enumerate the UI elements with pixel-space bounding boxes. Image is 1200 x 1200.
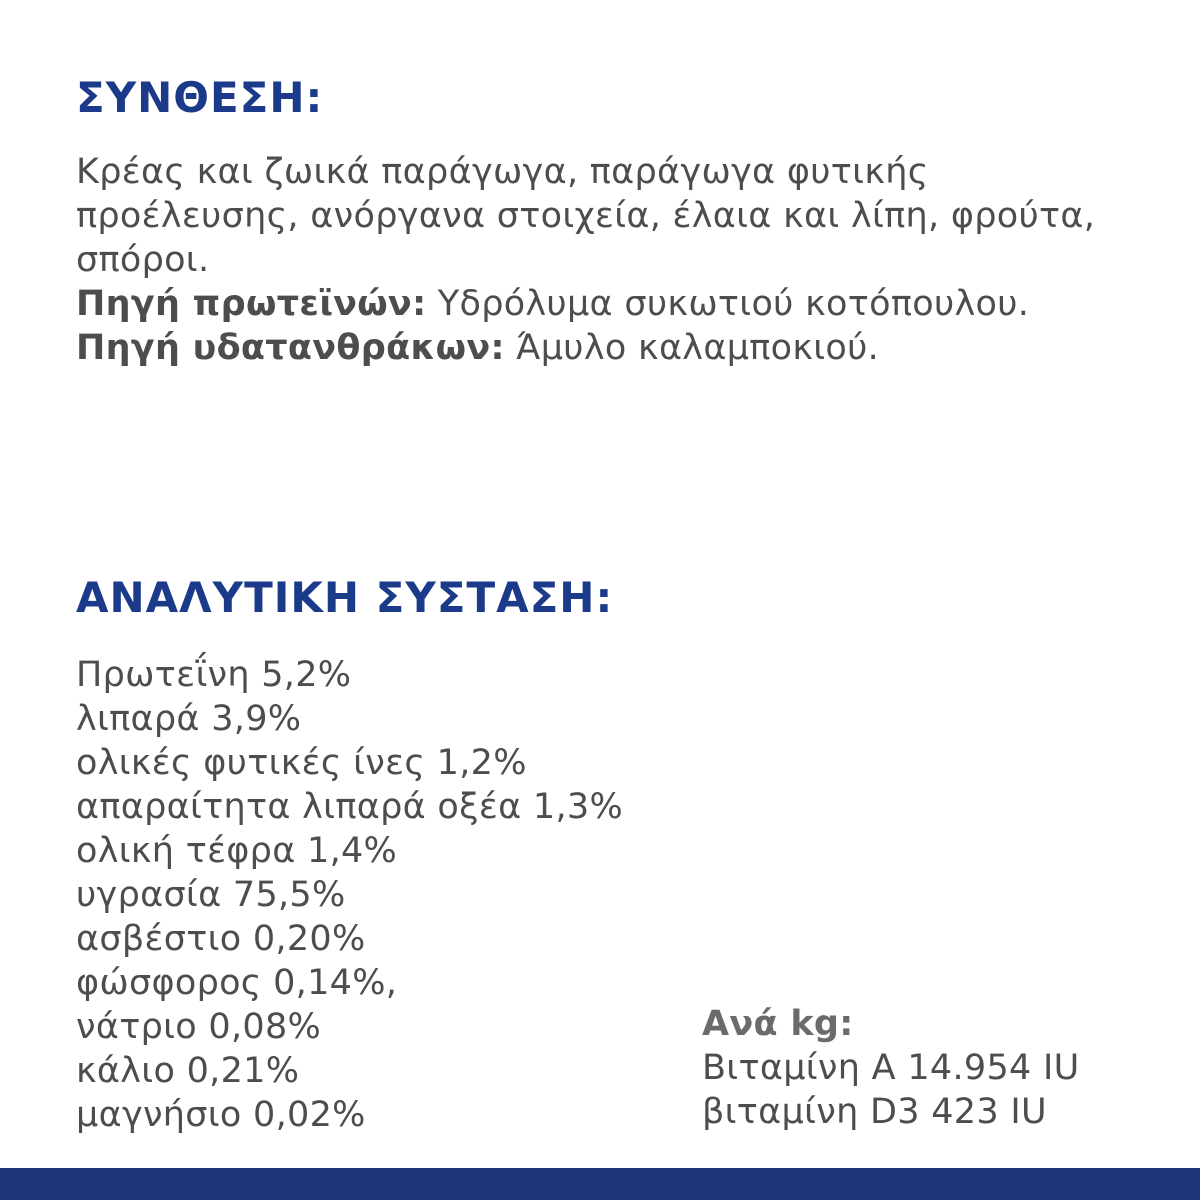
analysis-item: Πρωτεΐνη 5,2%: [76, 655, 352, 695]
analysis-heading: ΑΝΑΛΥΤΙΚΗ ΣΥΣΤΑΣΗ:: [76, 573, 614, 622]
analysis-item: υγρασία 75,5%: [76, 875, 346, 915]
carb-source-value: Άμυλο καλαμποκιού.: [504, 328, 880, 368]
analysis-item: λιπαρά 3,9%: [76, 699, 302, 739]
analysis-item: φώσφορος 0,14%,: [76, 963, 398, 1003]
per-kg-block: [702, 1002, 1080, 1134]
vitamin-item: Βιταμίνη A 14.954 IU: [702, 1048, 1080, 1088]
analysis-item: ολική τέφρα 1,4%: [76, 831, 398, 871]
bottom-bar: [0, 1168, 1200, 1200]
analysis-item: απαραίτητα λιπαρά οξέα 1,3%: [76, 787, 624, 827]
composition-line: σπόροι.: [76, 240, 210, 280]
analysis-item: κάλιο 0,21%: [76, 1051, 300, 1091]
analysis-item: ολικές φυτικές ίνες 1,2%: [76, 743, 527, 783]
carb-source-line: [76, 326, 1156, 370]
protein-source-value: Υδρόλυμα συκωτιού κοτόπουλου.: [426, 284, 1030, 324]
protein-source-label: Πηγή πρωτεϊνών:: [76, 284, 427, 324]
carb-source-label: Πηγή υδατανθράκων:: [76, 328, 505, 368]
vitamin-item: βιταμίνη D3 423 IU: [702, 1092, 1047, 1132]
composition-line: προέλευσης, ανόργανα στοιχεία, έλαια και λίπη, φρούτα,: [76, 196, 1096, 236]
analysis-item: νάτριο 0,08%: [76, 1007, 322, 1047]
composition-line: Κρέας και ζωικά παράγωγα, παράγωγα φυτικής: [76, 152, 929, 192]
analysis-list: [76, 653, 623, 1137]
per-kg-heading: Ανά kg:: [702, 1004, 854, 1044]
composition-heading: ΣΥΝΘΕΣΗ:: [76, 73, 324, 122]
composition-text: [76, 150, 1156, 370]
protein-source-line: [76, 282, 1156, 326]
analysis-item: ασβέστιο 0,20%: [76, 919, 366, 959]
analysis-item: μαγνήσιο 0,02%: [76, 1095, 366, 1135]
